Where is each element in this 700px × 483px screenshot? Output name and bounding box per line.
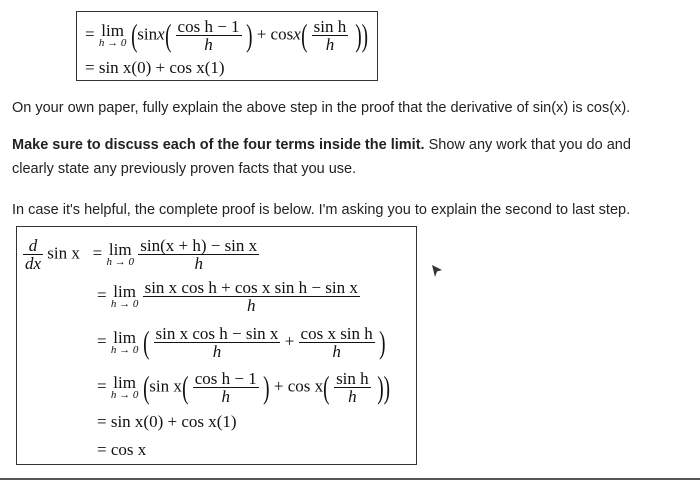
- fraction-sin-over-h: $\frac{\text{sin h}}{h}$: [313, 17, 347, 54]
- mouse-cursor-icon: [430, 264, 444, 278]
- step-box: [76, 11, 378, 81]
- proof-step-2: = lim h → 0 $\frac{\text{sin x cos h + cos x sin h − sin x}}{h}$: [97, 278, 358, 315]
- step-line-2: = sin x(0) + cos x(1): [85, 58, 225, 77]
- instruction-paragraph-2: Make sure to discuss each of the four terms inside the limit. Show any work that you do and clearly state any previously proven facts that you use.: [12, 137, 631, 177]
- limit-operator: lim h → 0: [98, 21, 127, 49]
- equals-sign: =: [85, 24, 95, 44]
- proof-step-3: = lim h → 0 ( $\frac{\text{sin x cos h − sin x}}{h}$ + $\frac{\text{cos x sin h}}{h}$ ): [97, 324, 386, 361]
- fraction-cos-minus-one: $\frac{\text{cos h − 1}}{h}$: [177, 17, 240, 54]
- instruction-paragraph-1: On your own paper, fully explain the above step in the proof that the derivative of sin(x) is cos(x).: [12, 100, 631, 116]
- step-line-1: = lim h → 0 (sinx( $\frac{\text{cos h − 1}}{h}$ ) + cosx( $\frac{\text{sin h}}{h}$ )): [85, 17, 368, 54]
- proof-step-1: $\frac{d}{dx}$ sin x = lim h → 0 $\frac{\text{sin(x + h) − sin x}}{h}$: [25, 236, 258, 273]
- proof-step-5: = sin x(0) + cos x(1): [97, 412, 237, 431]
- step-result: sin x(0) + cos x(1): [98, 58, 225, 77]
- proof-step-6: = cos x: [97, 440, 147, 459]
- bottom-divider: [0, 478, 700, 480]
- sin-function: sin: [137, 24, 158, 44]
- lhs-function: sin x: [47, 243, 80, 263]
- proof-box: [16, 226, 417, 465]
- proof-step-4: = lim h → 0 (sin x( $\frac{\text{cos h − 1}}{h}$ ) + cos x( $\frac{\text{sin h}}{h}$ )): [97, 369, 390, 406]
- derivative-operator: $\frac{d}{dx}$: [25, 236, 42, 273]
- bold-instruction: Make sure to discuss each of the four terms inside the limit.: [12, 137, 425, 153]
- instruction-paragraph-3: In case it's helpful, the complete proof is below. I'm asking you to explain the second to last step.: [12, 202, 631, 218]
- plus-cos-term: + cos: [256, 24, 294, 44]
